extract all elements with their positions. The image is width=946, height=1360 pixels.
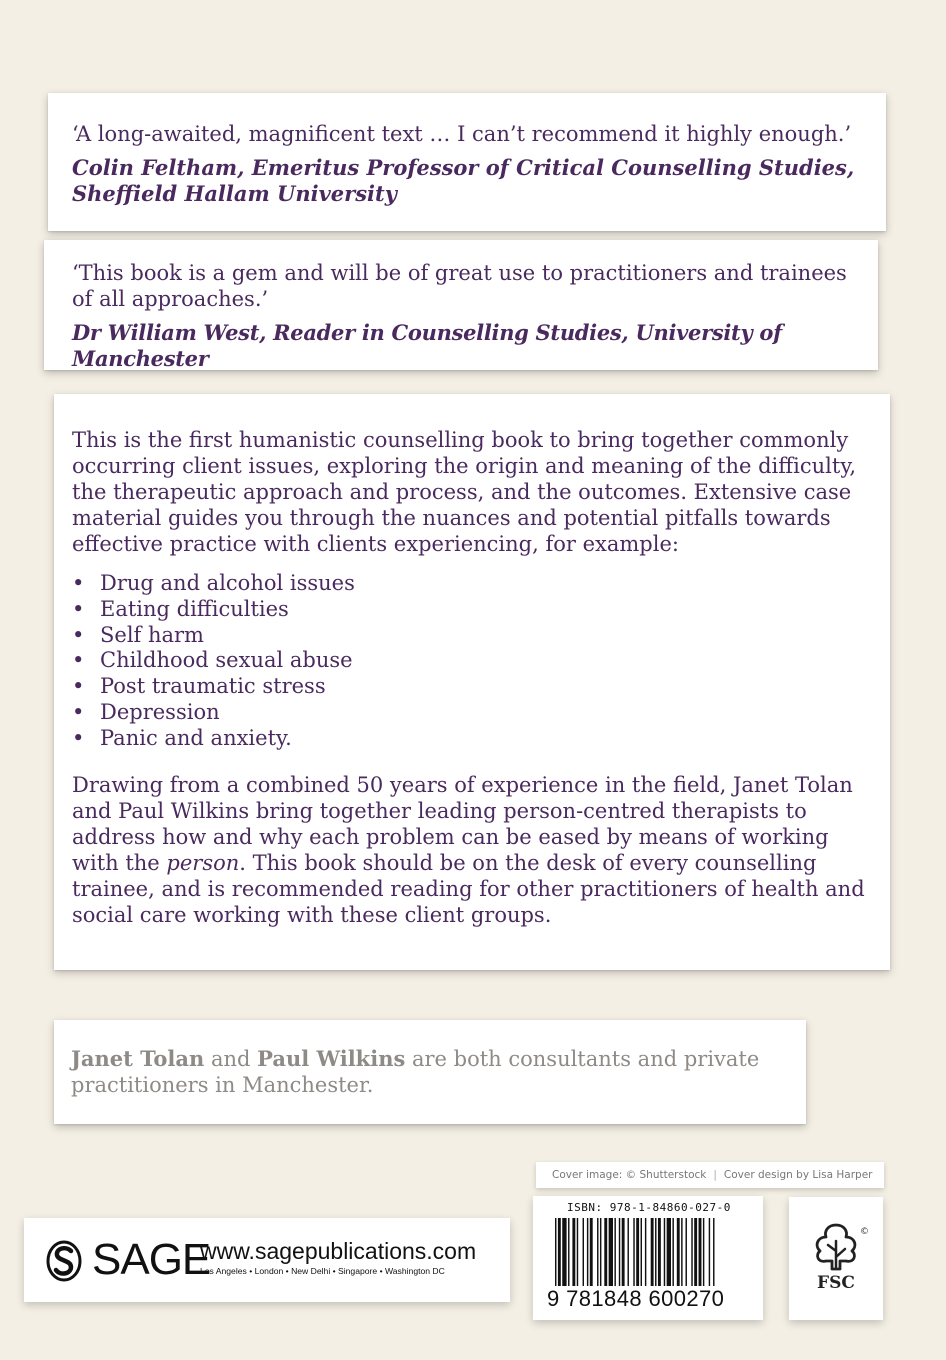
author-bio: Janet Tolan and Paul Wilkins are both consultants and private practitioners in Manchester.	[71, 1046, 760, 1097]
isbn-label: ISBN: 978-1-84860-027-0	[567, 1201, 731, 1214]
barcode-bar	[677, 1218, 680, 1286]
quote-card-1	[48, 93, 886, 231]
barcode-bar	[572, 1218, 575, 1286]
list-item: • Panic and anxiety.	[72, 725, 292, 750]
cover-credits	[536, 1162, 884, 1188]
barcode-bar	[664, 1218, 665, 1286]
bullet-glyph: •	[72, 674, 85, 699]
barcode-bar	[619, 1218, 620, 1286]
barcode-bar	[558, 1218, 561, 1286]
barcode-bar	[651, 1218, 654, 1286]
quote-text-2: ‘This book is a gem and will be of great use to practitioners and trainees of all approaches.’	[72, 261, 847, 311]
barcode-bar	[587, 1218, 588, 1286]
issue-list	[72, 571, 872, 752]
bullet-glyph: •	[72, 725, 85, 750]
quote-attribution-2: Dr William West, Reader in Counselling Studies, University of Manchester	[72, 320, 782, 371]
barcode-bar	[655, 1218, 656, 1286]
barcode-bar	[667, 1218, 671, 1286]
fsc-registered-mark: ©	[860, 1227, 869, 1237]
publisher-cities: Los Angeles • London • New Delhi • Singapore • Washington DC	[200, 1266, 445, 1276]
list-item: • Eating difficulties	[72, 596, 289, 621]
barcode-bar	[562, 1218, 566, 1286]
barcode-bar	[703, 1218, 704, 1286]
barcode-bar	[694, 1218, 697, 1286]
barcode-bar	[713, 1218, 714, 1286]
barcode-bar	[633, 1218, 634, 1286]
fsc-box	[789, 1197, 883, 1320]
bullet-glyph: •	[72, 699, 85, 724]
barcode-bar	[614, 1218, 615, 1286]
barcode-bar	[636, 1218, 639, 1286]
barcode-bar	[568, 1218, 569, 1286]
barcode-bar	[597, 1218, 598, 1286]
barcode-bar	[555, 1218, 556, 1286]
list-item: • Post traumatic stress	[72, 674, 326, 699]
bullet-glyph: •	[72, 648, 85, 673]
blurb-closing: Drawing from a combined 50 years of experience in the field, Janet Tolan and Paul Wilkins bring together leading person-centred therapists to address how and why each problem can be eased by means of working with the person. This book should be on the desk of every counselling trainee, and is recommended reading for other practitioners of health and social care working with these client groups.	[72, 772, 865, 927]
cover-design-credit: Cover design by Lisa Harper	[723, 1169, 873, 1181]
barcode-bar	[691, 1218, 692, 1286]
barcode-bar	[622, 1218, 625, 1286]
barcode-bar	[686, 1218, 687, 1286]
publisher-box	[24, 1218, 510, 1302]
barcode-bar	[609, 1218, 613, 1286]
fsc-tree-icon	[806, 1221, 866, 1271]
isbn-barcode-box	[533, 1196, 763, 1320]
barcode-bar	[645, 1218, 646, 1286]
barcode-bar	[600, 1218, 601, 1286]
author-name-1: Janet Tolan	[71, 1046, 205, 1071]
barcode-icon	[555, 1218, 751, 1286]
sage-logo-icon	[46, 1240, 82, 1282]
emphasis-person: person	[166, 850, 240, 875]
credit-separator: |	[713, 1169, 717, 1181]
barcode-bar	[628, 1218, 629, 1286]
barcode-bar	[672, 1218, 673, 1286]
barcode-bar	[590, 1218, 593, 1286]
barcode-bar	[699, 1218, 702, 1286]
isbn-digits: 9 781848 600270	[547, 1286, 725, 1311]
bullet-glyph: •	[72, 622, 85, 647]
list-item: • Depression	[72, 699, 220, 724]
publisher-url: www.sagepublications.com	[200, 1238, 477, 1264]
barcode-bar	[658, 1218, 661, 1286]
bullet-glyph: •	[72, 596, 85, 621]
barcode-bar	[583, 1218, 584, 1286]
quote-attribution-1: Colin Feltham, Emeritus Professor of Critical Counselling Studies, Sheffield Hallam University	[72, 155, 855, 206]
author-name-2: Paul Wilkins	[257, 1046, 406, 1071]
authors-card	[54, 1020, 806, 1124]
bullet-glyph: •	[72, 571, 85, 595]
fsc-label: FSC	[817, 1273, 855, 1293]
barcode-bar	[709, 1218, 710, 1286]
barcode-bar	[604, 1218, 607, 1286]
list-item: • Drug and alcohol issues	[72, 571, 355, 595]
blurb-card	[54, 394, 890, 970]
quote-card-2	[44, 240, 878, 370]
quote-text-1: ‘A long-awaited, magnificent text … I can’t recommend it highly enough.’	[72, 122, 852, 146]
barcode-bar	[577, 1218, 578, 1286]
barcode-bar	[681, 1218, 682, 1286]
list-item: • Childhood sexual abuse	[72, 648, 353, 673]
cover-image-credit: Cover image: © Shutterstock	[552, 1169, 707, 1181]
sage-logo-word: SAGE	[92, 1235, 211, 1284]
list-item: • Self harm	[72, 622, 204, 647]
blurb-intro: This is the first humanistic counselling book to bring together commonly occurring client issues, exploring the origin and meaning of the difficulty, the therapeutic approach and process, and the outcomes. Extensive case material guides you through the nuances and potential pitfalls towards effective practice with clients experiencing, for example:	[72, 428, 857, 556]
barcode-bar	[641, 1218, 642, 1286]
